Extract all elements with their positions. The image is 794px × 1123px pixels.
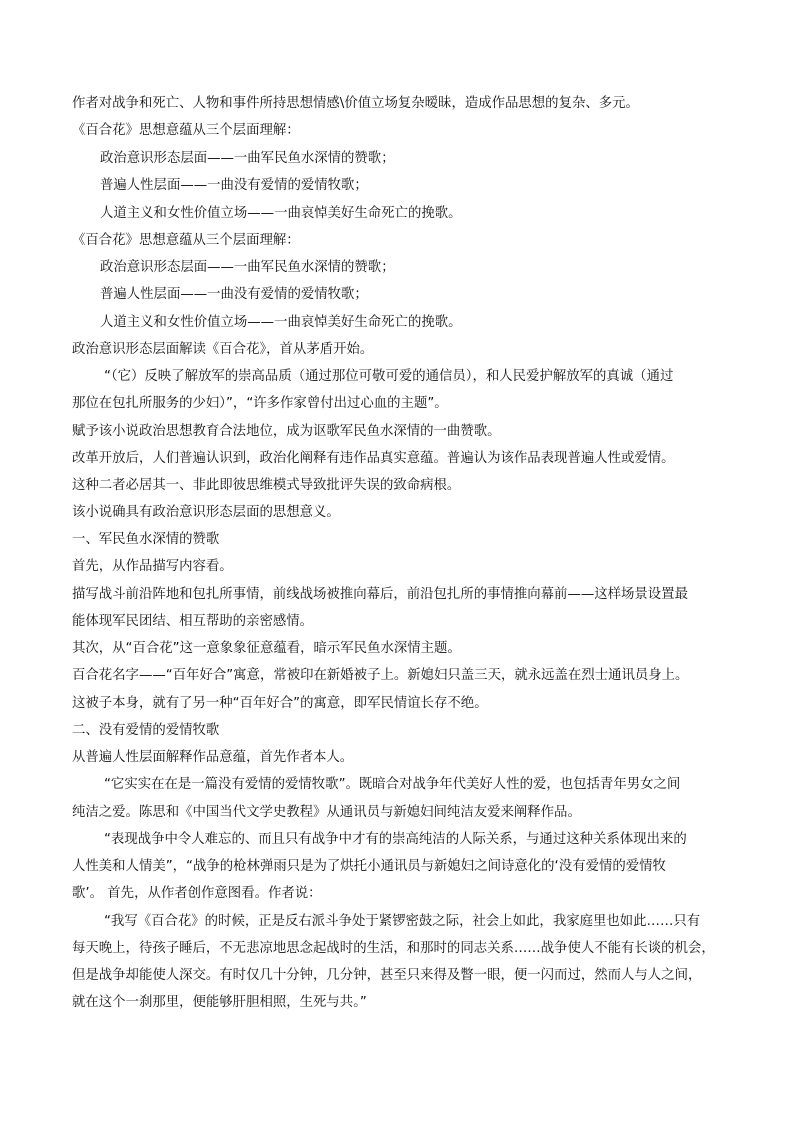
text-line-3: 政治意识形态层面——一曲军民鱼水深情的赞歌； bbox=[100, 151, 395, 166]
text-line-23: 这被子本身，就有了另一种“百年好合”的寓意，即军民情谊长存不绝。 bbox=[72, 696, 488, 711]
text-line-22: 百合花名字——“百年好合”寓意，常被印在新婚被子上。新媳妇只盖三天，就永远盖在烈士通讯员身上。 bbox=[72, 668, 689, 683]
text-line-18: 首先，从作品描写内容看。 bbox=[72, 559, 233, 574]
text-line-30: 歌’。 首先，从作者创作意图看。作者说： bbox=[72, 886, 322, 901]
text-line-16: 该小说确具有政治意识形态层面的思想意义。 bbox=[72, 505, 340, 520]
text-line-7: 政治意识形态层面——一曲军民鱼水深情的赞歌； bbox=[100, 260, 395, 275]
section-heading-1: 一、军民鱼水深情的赞歌 bbox=[72, 532, 220, 547]
text-line-15: 这种二者必居其一、非此即彼思维模式导致批评失误的致命病根。 bbox=[72, 478, 461, 493]
text-line-4: 普遍人性层面——一曲没有爱情的爱情牧歌； bbox=[100, 178, 368, 193]
text-line-25: 从普遍人性层面解释作品意蕴，首先作者本人。 bbox=[72, 750, 354, 765]
text-line-31: “我写《百合花》的时候，正是反右派斗争处于紧锣密鼓之际，社会上如此，我家庭里也如此……只有 bbox=[104, 914, 701, 929]
text-line-32: 每天晚上，待孩子睡后，不无悲凉地思念起战时的生活，和那时的同志关系……战争使人不能有长谈的机会， bbox=[72, 941, 715, 956]
text-line-8: 普遍人性层面——一曲没有爱情的爱情牧歌； bbox=[100, 287, 368, 302]
text-line-19: 描写战斗前沿阵地和包扎所事情，前线战场被推向幕后，前沿包扎所的事情推向幕前——这样场景设置最 bbox=[72, 587, 688, 602]
text-line-6: 《百合花》思想意蕴从三个层面理解： bbox=[72, 233, 300, 248]
text-line-26: “它实实在在是一篇没有爱情的爱情牧歌”。既暗合对战争年代美好人性的爱，也包括青年男女之间 bbox=[104, 777, 681, 792]
text-line-27: 纯洁之爱。陈思和《中国当代文学史教程》从通讯员与新媳妇间纯洁友爱来阐释作品。 bbox=[72, 805, 581, 820]
text-line-34: 就在这个一刹那里，便能够肝胆相照，生死与共。” bbox=[72, 995, 367, 1010]
text-line-33: 但是战争却能使人深交。有时仅几十分钟，几分钟，甚至只来得及瞥一眼，便一闪而过，然而人与人之间， bbox=[72, 968, 702, 983]
text-line-21: 其次，从“百合花”这一意象象征意蕴看，暗示军民鱼水深情主题。 bbox=[72, 641, 461, 656]
text-line-20: 能体现军民团结、相互帮助的亲密感情。 bbox=[72, 614, 314, 629]
text-line-9: 人道主义和女性价值立场——一曲哀悼美好生命死亡的挽歌。 bbox=[100, 315, 462, 330]
text-line-29: 人性美和人情美”，“战争的枪林弹雨只是为了烘托小通讯员与新媳妇之间诗意化的‘没有爱情的爱情牧 bbox=[72, 859, 666, 874]
text-line-5: 人道主义和女性价值立场——一曲哀悼美好生命死亡的挽歌。 bbox=[100, 206, 462, 221]
text-line-10: 政治意识形态层面解读《百合花》，首从茅盾开始。 bbox=[72, 342, 374, 357]
text-line-28: “表现战争中令人难忘的、而且只有战争中才有的崇高纯洁的人际关系，与通过这种关系体现出来的 bbox=[104, 832, 687, 847]
text-line-13: 赋予该小说政治思想教育合法地位，成为讴歌军民鱼水深情的一曲赞歌。 bbox=[72, 424, 501, 439]
section-heading-2: 二、没有爱情的爱情牧歌 bbox=[72, 723, 220, 738]
text-line-12: 那位在包扎所服务的少妇）”，“许多作家曾付出过心血的主题”。 bbox=[72, 396, 448, 411]
text-line-1: 作者对战争和死亡、人物和事件所持思想情感\价值立场复杂暧昧，造成作品思想的复杂、多元。 bbox=[72, 96, 639, 111]
text-line-14: 改革开放后，人们普遍认识到，政治化阐释有违作品真实意蕴。普遍认为该作品表现普遍人性或爱情。 bbox=[72, 451, 675, 466]
text-line-11: “（它）反映了解放军的崇高品质（通过那位可敬可爱的通信员），和人民爱护解放军的真诚（通过 bbox=[104, 369, 674, 384]
text-line-2: 《百合花》思想意蕴从三个层面理解： bbox=[72, 123, 300, 138]
